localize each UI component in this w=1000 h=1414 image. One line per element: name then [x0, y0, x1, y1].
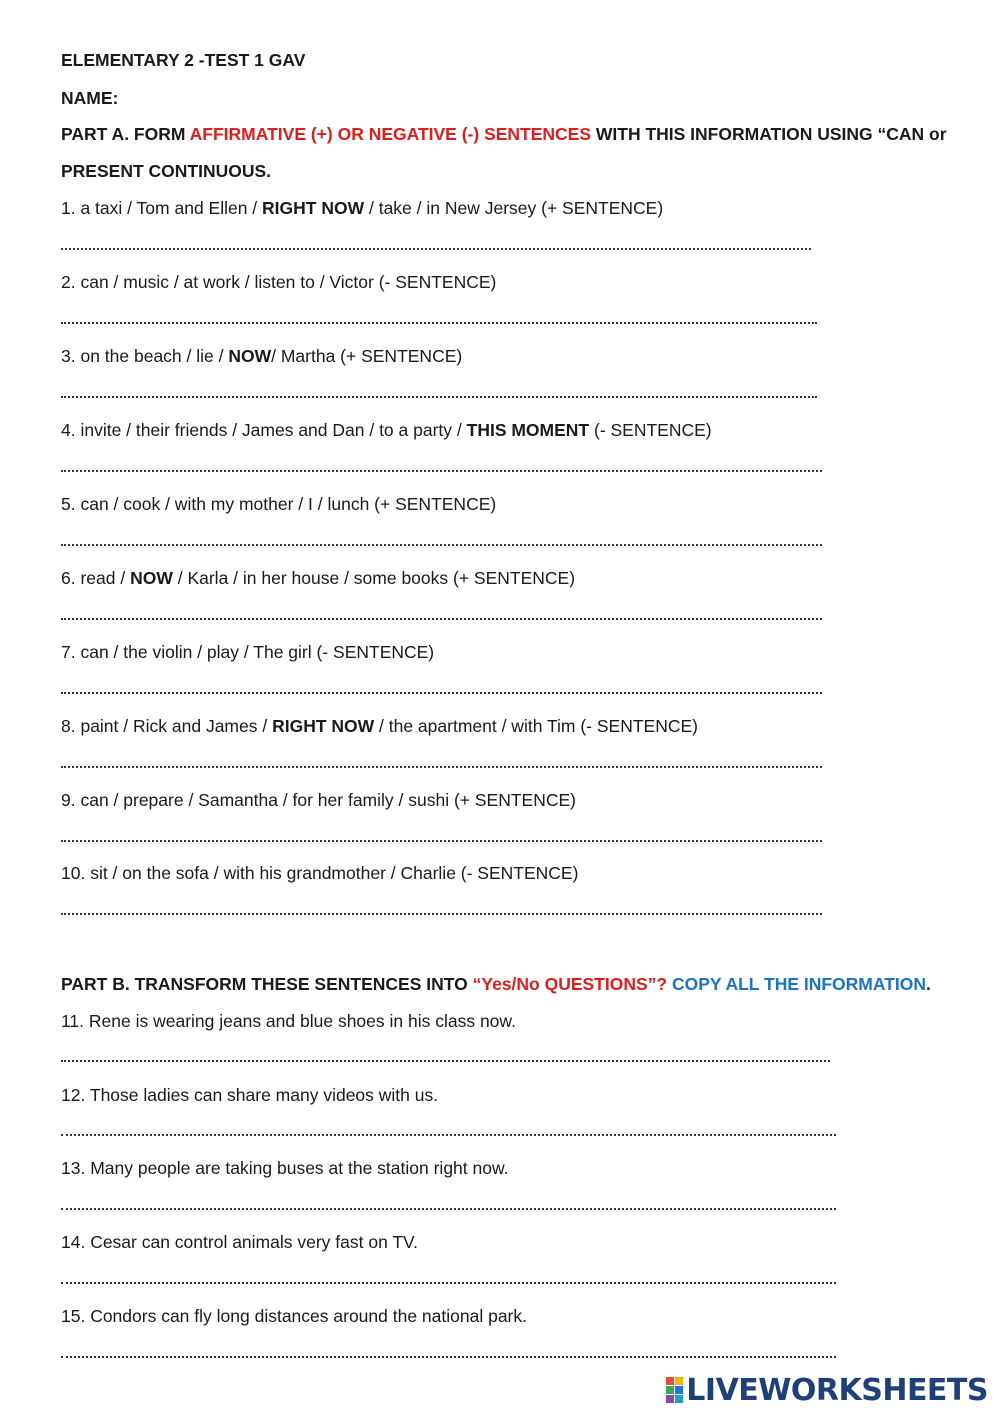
question-8: 8. paint / Rick and James / RIGHT NOW / the apartment / with Tim (- SENTENCE) — [61, 716, 698, 736]
part-a-heading-line2: PRESENT CONTINUOUS. — [61, 161, 272, 181]
liveworksheets-blocks-icon — [666, 1377, 684, 1403]
answer-line-14[interactable] — [61, 1272, 836, 1284]
question-1: 1. a taxi / Tom and Ellen / RIGHT NOW / take / in New Jersey (+ SENTENCE) — [61, 198, 664, 218]
part-b-heading-highlight: “Yes/No QUESTIONS”? — [472, 974, 668, 994]
question-4: 4. invite / their friends / James and Dan / to a party / THIS MOMENT (- SENTENCE) — [61, 420, 712, 440]
answer-line-5[interactable] — [61, 534, 822, 546]
question-13: 13. Many people are taking buses at the station right now. — [61, 1158, 509, 1178]
name-label: NAME: — [61, 88, 119, 108]
answer-line-8[interactable] — [61, 756, 822, 768]
liveworksheets-wordmark: LIVEWORKSHEETS — [686, 1372, 988, 1408]
answer-line-1[interactable] — [61, 238, 811, 250]
part-a-heading — [61, 123, 947, 145]
part-b-heading-start: PART B. TRANSFORM THESE SENTENCES INTO — [61, 974, 473, 994]
liveworksheets-logo — [666, 1374, 988, 1406]
answer-line-15[interactable] — [61, 1346, 836, 1358]
question-9: 9. can / prepare / Samantha / for her family / sushi (+ SENTENCE) — [61, 790, 576, 810]
answer-line-9[interactable] — [61, 830, 822, 842]
part-a-heading-highlight: AFFIRMATIVE (+) OR NEGATIVE (-) SENTENCES — [189, 124, 592, 144]
question-11: 11. Rene is wearing jeans and blue shoes in his class now. — [61, 1011, 516, 1031]
answer-line-3[interactable] — [61, 386, 817, 398]
answer-line-4[interactable] — [61, 460, 822, 472]
question-15: 15. Condors can fly long distances around the national park. — [61, 1306, 527, 1326]
part-a-heading-end: WITH THIS INFORMATION USING “CAN or — [591, 124, 947, 144]
question-2: 2. can / music / at work / listen to / Victor (- SENTENCE) — [61, 272, 497, 292]
part-b-heading-end: . — [926, 974, 931, 994]
question-6: 6. read / NOW / Karla / in her house / some books (+ SENTENCE) — [61, 568, 576, 588]
question-3: 3. on the beach / lie / NOW/ Martha (+ SENTENCE) — [61, 346, 463, 366]
answer-line-12[interactable] — [61, 1124, 836, 1136]
question-5: 5. can / cook / with my mother / I / lunch (+ SENTENCE) — [61, 494, 497, 514]
answer-line-11[interactable] — [61, 1050, 830, 1062]
question-10: 10. sit / on the sofa / with his grandmother / Charlie (- SENTENCE) — [61, 863, 579, 883]
part-b-heading-instruction: COPY ALL THE INFORMATION — [667, 974, 927, 994]
part-b-heading — [61, 973, 931, 995]
answer-line-13[interactable] — [61, 1198, 836, 1210]
question-14: 14. Cesar can control animals very fast on TV. — [61, 1232, 418, 1252]
answer-line-10[interactable] — [61, 903, 822, 915]
worksheet-title: ELEMENTARY 2 -TEST 1 GAV — [61, 50, 306, 70]
question-12: 12. Those ladies can share many videos with us. — [61, 1085, 439, 1105]
question-7: 7. can / the violin / play / The girl (- SENTENCE) — [61, 642, 435, 662]
answer-line-6[interactable] — [61, 608, 822, 620]
answer-line-2[interactable] — [61, 312, 817, 324]
part-a-heading-start: PART A. FORM — [61, 124, 190, 144]
answer-line-7[interactable] — [61, 682, 822, 694]
